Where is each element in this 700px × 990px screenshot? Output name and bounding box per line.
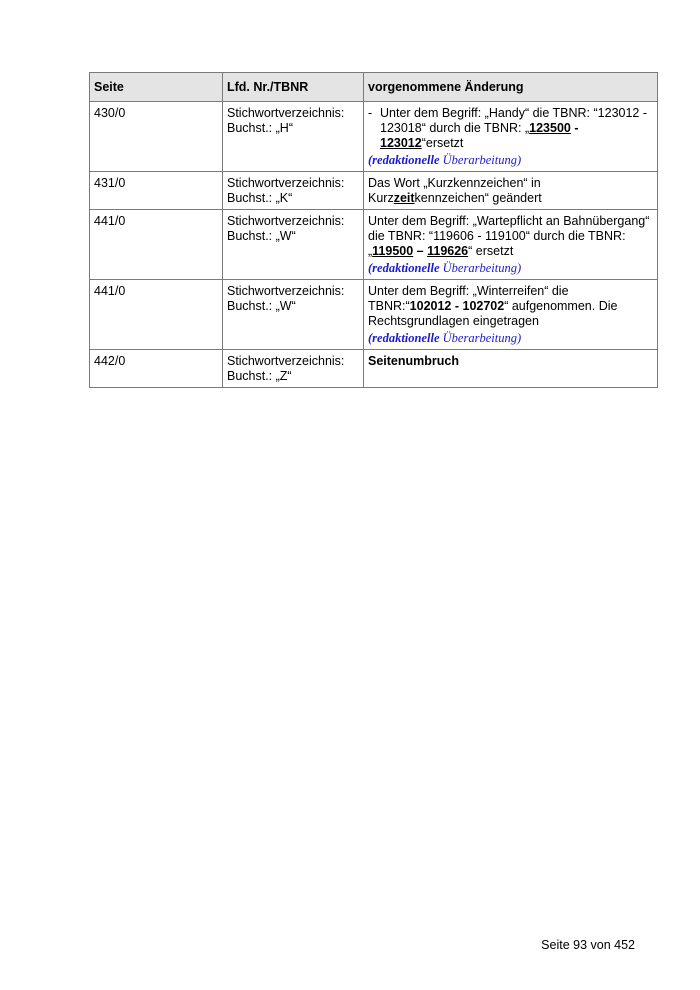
tbnr-new-start: 119500	[372, 244, 414, 258]
cell-seite: 442/0	[90, 350, 223, 388]
lfd-line-2: Buchst.: „W“	[227, 229, 296, 243]
header-vorgenommene-aenderung: vorgenommene Änderung	[364, 73, 658, 102]
note-bold: (redaktionelle	[368, 153, 440, 167]
table-row	[90, 350, 658, 388]
lfd-line-1: Stichwortverzeichnis:	[227, 284, 345, 298]
editorial-note	[368, 153, 653, 168]
change-text-part: “ aufgenommen. Die Rechtsgrundlagen eingetragen	[368, 299, 618, 328]
table-row	[90, 280, 658, 350]
change-text-part: “ersetzt	[421, 136, 464, 150]
cell-aenderung	[364, 350, 658, 388]
tbnr-new-end: 119626	[427, 244, 469, 258]
header-seite: Seite	[90, 73, 223, 102]
table-row	[90, 172, 658, 210]
lfd-line-2: Buchst.: „H“	[227, 121, 293, 135]
cell-aenderung	[364, 172, 658, 210]
change-text-part: Unter dem Begriff: „Winterreifen“ die TBNR:“	[368, 284, 569, 313]
tbnr-range: 102012 - 102702	[409, 299, 505, 313]
cell-aenderung	[364, 102, 658, 172]
lfd-line-1: Stichwortverzeichnis:	[227, 106, 345, 120]
cell-lfd	[223, 210, 364, 280]
editorial-note	[368, 261, 653, 276]
tbnr-new-start: 123500	[529, 121, 571, 135]
lfd-line-1: Stichwortverzeichnis:	[227, 354, 345, 368]
table-header-row	[90, 73, 658, 102]
tbnr-new-end: 123012	[380, 136, 422, 150]
cell-seite: 430/0	[90, 102, 223, 172]
list-dash: -	[368, 106, 373, 120]
change-text-part: Unter dem Begriff: „Handy“ die TBNR: “123012 - 123018“ durch die TBNR: „	[380, 106, 648, 135]
cell-lfd	[223, 350, 364, 388]
note-rest: Überarbeitung)	[439, 261, 522, 275]
note-rest: Überarbeitung)	[439, 331, 522, 345]
lfd-line-1: Stichwortverzeichnis:	[227, 214, 345, 228]
change-text-part: Das Wort „Kurzkennzeichen“ in Kurz	[368, 176, 541, 205]
table-row	[90, 210, 658, 280]
page-break-label: Seitenumbruch	[368, 354, 459, 368]
page-number-footer: Seite 93 von 452	[541, 938, 635, 952]
lfd-line-2: Buchst.: „W“	[227, 299, 296, 313]
tbnr-separator: -	[570, 121, 579, 135]
changed-word-part: zeit	[393, 191, 415, 205]
table-row	[90, 102, 658, 172]
note-rest: Überarbeitung)	[439, 153, 522, 167]
lfd-line-2: Buchst.: „Z“	[227, 369, 292, 383]
note-bold: (redaktionelle	[368, 331, 440, 345]
cell-lfd	[223, 172, 364, 210]
cell-aenderung	[364, 280, 658, 350]
change-text	[368, 214, 649, 258]
change-text	[368, 284, 617, 328]
changes-table	[89, 72, 658, 388]
change-text-part: Unter dem Begriff: „Wartepflicht an Bahnübergang“ die TBNR: “119606 - 119100“ durch die TBNR: „	[368, 214, 650, 258]
dash-list-item	[368, 106, 653, 151]
change-text	[380, 106, 653, 151]
cell-seite: 441/0	[90, 210, 223, 280]
note-bold: (redaktionelle	[368, 261, 440, 275]
header-lfd-nr-tbnr: Lfd. Nr./TBNR	[223, 73, 364, 102]
lfd-line-2: Buchst.: „K“	[227, 191, 293, 205]
tbnr-separator: –	[413, 244, 428, 258]
change-text-part: “ ersetzt	[468, 244, 514, 258]
cell-seite: 431/0	[90, 172, 223, 210]
editorial-note	[368, 331, 653, 346]
cell-lfd	[223, 102, 364, 172]
change-text-part: kennzeichen“ geändert	[414, 191, 542, 205]
cell-aenderung	[364, 210, 658, 280]
lfd-line-1: Stichwortverzeichnis:	[227, 176, 345, 190]
cell-seite: 441/0	[90, 280, 223, 350]
cell-lfd	[223, 280, 364, 350]
